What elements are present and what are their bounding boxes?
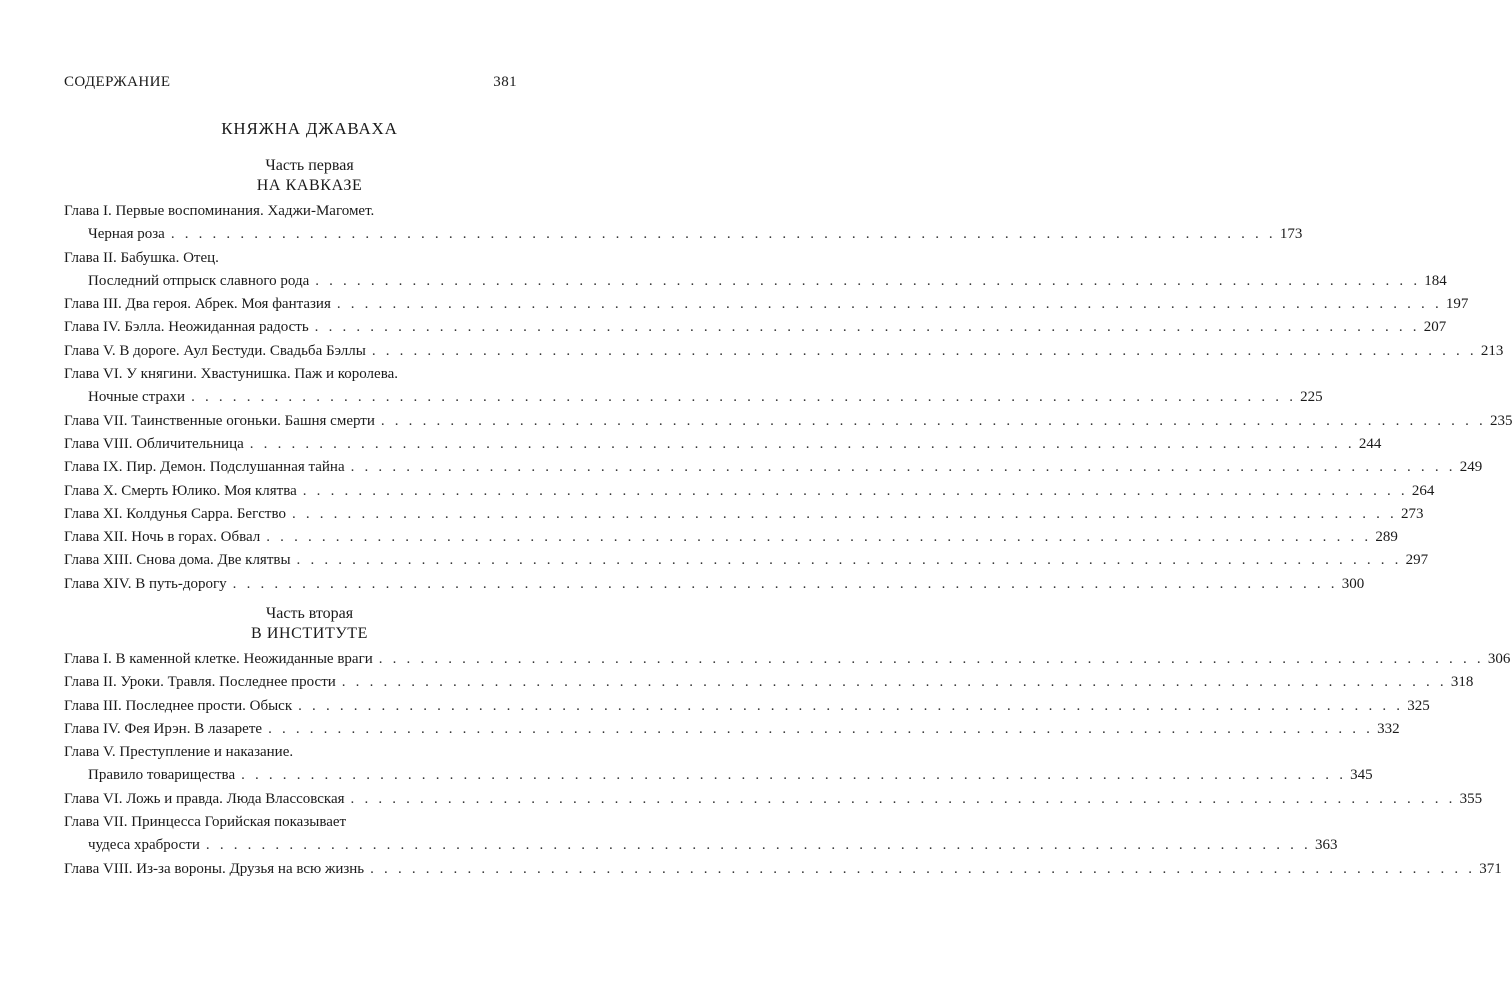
chapter-title: Глава XII. Ночь в горах. Обвал [64,529,261,546]
toc-entry [64,526,1398,549]
toc-entry-line [64,788,1483,811]
toc-entry-line [64,433,1382,456]
chapter-title: Глава V. Преступление и наказание. [64,744,294,761]
part-heading-1 [0,156,619,196]
dot-leader: . . . . . . . . . . . . . . . . . . . . . . . . . . . . . . . . . . . . . . . . . . . . . . . . . . . . . . . . . . . . . . . . . . . . . . . . . . . . . . . . [268,720,1374,737]
toc-entry-line [64,410,1512,433]
dot-leader: . . . . . . . . . . . . . . . . . . . . . . . . . . . . . . . . . . . . . . . . . . . . . . . . . . . . . . . . . . . . . . . . . . . . . . . . . . . . . . . . [341,674,1447,691]
chapter-page-number: 306 [1487,651,1511,667]
chapter-title: Глава III. Два героя. Абрек. Моя фантазия [64,296,331,313]
dot-leader: . . . . . . . . . . . . . . . . . . . . . . . . . . . . . . . . . . . . . . . . . . . . . . . . . . . . . . . . . . . . . . . . . . . . . . . . . . . . . . . . [249,435,1355,452]
toc-entry-line [64,247,517,270]
part-label: Часть первая [265,157,354,174]
toc-entry-line [64,648,1511,671]
chapter-title: Глава VII. Таинственные огоньки. Башня смерти [64,412,375,429]
chapter-title: Глава II. Бабушка. Отец. [64,249,219,266]
dot-leader: . . . . . . . . . . . . . . . . . . . . . . . . . . . . . . . . . . . . . . . . . . . . . . . . . . . . . . . . . . . . . . . . . . . . . . . . . . . . . . . . [378,651,1484,667]
chapter-title: Глава V. В дороге. Аул Бестуди. Свадьба Бэллы [64,342,366,359]
chapter-page-number: 213 [1480,342,1504,359]
toc-entry-line [64,573,1365,596]
chapter-title: Глава I. В каменной клетке. Неожиданные враги [64,651,373,667]
part-label: Часть вторая [265,605,354,622]
toc-entry [64,811,1338,858]
chapter-page-number: 225 [1300,389,1323,406]
toc-entry [64,363,1323,410]
toc-entry-line [64,386,1323,409]
chapter-page-number: 289 [1375,529,1398,546]
dot-leader: . . . . . . . . . . . . . . . . . . . . . . . . . . . . . . . . . . . . . . . . . . . . . . . . . . . . . . . . . . . . . . . . . . . . . . . . . . . . . . . . [298,697,1404,714]
toc-entry [64,340,1504,363]
dot-leader: . . . . . . . . . . . . . . . . . . . . . . . . . . . . . . . . . . . . . . . . . . . . . . . . . . . . . . . . . . . . . . . . . . . . . . . . . . . . . . . . [291,505,1398,522]
part-name: НА КАВКАЗЕ [256,177,363,194]
toc-entry [64,788,1483,811]
chapter-page-number: 173 [1279,226,1303,243]
toc-entry-line [64,741,517,764]
chapter-title: Правило товарищества [88,767,236,784]
chapter-page-number: 355 [1459,790,1483,807]
dot-leader: . . . . . . . . . . . . . . . . . . . . . . . . . . . . . . . . . . . . . . . . . . . . . . . . . . . . . . . . . . . . . . . . . . . . . . . . . . . . . . . . [302,482,1408,499]
chapter-title: Глава XI. Колдунья Сарра. Бегство [64,505,286,522]
chapter-title: Глава VIII. Из-за вороны. Друзья на всю жизнь [64,860,365,877]
part-name: В ИНСТИТУТЕ [250,625,369,642]
toc-list-part-1 [64,200,1512,596]
chapter-title: Последний отпрыск славного рода [88,272,310,289]
page-number: 381 [493,74,517,90]
chapter-page-number: 184 [1424,272,1447,289]
toc-entry [64,247,1447,294]
toc-entry [64,200,1303,247]
chapter-page-number: 325 [1407,697,1430,714]
book-title: КНЯЖНА ДЖАВАХА [221,119,398,138]
chapter-page-number: 318 [1450,674,1474,691]
dot-leader: . . . . . . . . . . . . . . . . . . . . . . . . . . . . . . . . . . . . . . . . . . . . . . . . . . . . . . . . . . . . . . . . . . . . . . . . . . . . . . . . [191,389,1297,406]
chapter-page-number: 300 [1341,575,1365,592]
dot-leader: . . . . . . . . . . . . . . . . . . . . . . . . . . . . . . . . . . . . . . . . . . . . . . . . . . . . . . . . . . . . . . . . . . . . . . . . . . . . . . . . [170,226,1276,243]
chapter-title: Глава XIV. В путь-дорогу [64,575,227,592]
toc-entry [64,549,1429,572]
dot-leader: . . . . . . . . . . . . . . . . . . . . . . . . . . . . . . . . . . . . . . . . . . . . . . . . . . . . . . . . . . . . . . . . . . . . . . . . . . . . . . . . [232,575,1338,592]
toc-entry [64,433,1382,456]
toc-entry [64,573,1365,596]
chapter-title: Глава XIII. Снова дома. Две клятвы [64,552,291,569]
toc-entry-line [64,858,1502,881]
toc-entry [64,718,1400,741]
toc-entry-line [64,270,1447,293]
chapter-page-number: 249 [1459,459,1483,476]
section-title: СОДЕРЖАНИЕ [64,74,171,90]
toc-entry-line [64,718,1400,741]
dot-leader: . . . . . . . . . . . . . . . . . . . . . . . . . . . . . . . . . . . . . . . . . . . . . . . . . . . . . . . . . . . . . . . . . . . . . . . . . . . . . . . . [350,459,1456,476]
toc-entry-line [64,549,1429,572]
chapter-title: Черная роза [88,226,165,243]
chapter-title: чудеса храбрости [88,837,200,854]
toc-entry-line [64,503,1424,526]
toc-entry-line [64,834,1338,857]
toc-entry [64,480,1435,503]
chapter-page-number: 371 [1479,860,1502,877]
chapter-title: Глава IV. Фея Ирэн. В лазарете [64,720,263,737]
dot-leader: . . . . . . . . . . . . . . . . . . . . . . . . . . . . . . . . . . . . . . . . . . . . . . . . . . . . . . . . . . . . . . . . . . . . . . . . . . . . . . . . [205,837,1311,854]
toc-entry [64,671,1474,694]
dot-leader: . . . . . . . . . . . . . . . . . . . . . . . . . . . . . . . . . . . . . . . . . . . . . . . . . . . . . . . . . . . . . . . . . . . . . . . . . . . . . . . . [296,552,1402,569]
dot-leader: . . . . . . . . . . . . . . . . . . . . . . . . . . . . . . . . . . . . . . . . . . . . . . . . . . . . . . . . . . . . . . . . . . . . . . . . . . . . . . . . [350,790,1456,807]
dot-leader: . . . . . . . . . . . . . . . . . . . . . . . . . . . . . . . . . . . . . . . . . . . . . . . . . . . . . . . . . . . . . . . . . . . . . . . . . . . . . . . . [336,296,1442,313]
chapter-title: Глава VIII. Обличительница [64,435,244,452]
chapter-title: Глава III. Последнее прости. Обыск [64,697,293,714]
chapter-title: Глава VI. Ложь и правда. Люда Влассовская [64,790,345,807]
toc-entry [64,503,1424,526]
chapter-page-number: 244 [1358,435,1382,452]
chapter-title: Глава I. Первые воспоминания. Хаджи-Магомет. [64,203,375,219]
dot-leader: . . . . . . . . . . . . . . . . . . . . . . . . . . . . . . . . . . . . . . . . . . . . . . . . . . . . . . . . . . . . . . . . . . . . . . . . . . . . . . . . [371,342,1477,359]
toc-entry [64,293,1469,316]
toc-entry-line [64,456,1483,479]
toc-list-part-2 [64,648,1511,881]
chapter-page-number: 235 [1489,412,1512,429]
toc-entry [64,410,1512,433]
chapter-title: Глава X. Смерть Юлико. Моя клятва [64,482,297,499]
chapter-title: Глава II. Уроки. Травля. Последнее прости [64,674,336,691]
toc-entry-line [64,293,1469,316]
toc-entry [64,316,1447,339]
chapter-page-number: 273 [1401,505,1424,522]
toc-entry-line [64,811,517,834]
toc-entry-line [64,526,1398,549]
toc-entry [64,741,1373,788]
toc-entry-line [64,340,1504,363]
chapter-page-number: 197 [1445,296,1469,313]
toc-entry-line [64,671,1474,694]
dot-leader: . . . . . . . . . . . . . . . . . . . . . . . . . . . . . . . . . . . . . . . . . . . . . . . . . . . . . . . . . . . . . . . . . . . . . . . . . . . . . . . . [314,319,1420,336]
dot-leader: . . . . . . . . . . . . . . . . . . . . . . . . . . . . . . . . . . . . . . . . . . . . . . . . . . . . . . . . . . . . . . . . . . . . . . . . . . . . . . . . [380,412,1486,429]
chapter-page-number: 207 [1423,319,1447,336]
dot-leader: . . . . . . . . . . . . . . . . . . . . . . . . . . . . . . . . . . . . . . . . . . . . . . . . . . . . . . . . . . . . . . . . . . . . . . . . . . . . . . . . [315,272,1421,289]
toc-entry-line [64,363,517,386]
toc-entry [64,695,1430,718]
chapter-title: Глава VI. У княгини. Хвастунишка. Паж и королева. [64,366,398,383]
chapter-title: Ночные страхи [88,389,186,406]
toc-entry-line [64,223,1303,246]
toc-entry [64,456,1483,479]
chapter-page-number: 297 [1405,552,1429,569]
part-heading-2 [0,604,619,644]
toc-entry-line [64,316,1447,339]
chapter-title: Глава IV. Бэлла. Неожиданная радость [64,319,309,336]
toc-entry-line [64,200,517,223]
toc-entry-line [64,695,1430,718]
toc-entry-line [64,764,1373,787]
chapter-title: Глава IX. Пир. Демон. Подслушанная тайна [64,459,345,476]
dot-leader: . . . . . . . . . . . . . . . . . . . . . . . . . . . . . . . . . . . . . . . . . . . . . . . . . . . . . . . . . . . . . . . . . . . . . . . . . . . . . . . . [266,529,1372,546]
toc-entry [64,858,1502,881]
dot-leader: . . . . . . . . . . . . . . . . . . . . . . . . . . . . . . . . . . . . . . . . . . . . . . . . . . . . . . . . . . . . . . . . . . . . . . . . . . . . . . . . [241,767,1347,784]
chapter-page-number: 363 [1314,837,1338,854]
toc-entry [64,648,1511,671]
chapter-title: Глава VII. Принцесса Горийская показывает [64,814,347,831]
chapter-page-number: 345 [1350,767,1373,784]
chapter-page-number: 264 [1411,482,1435,499]
toc-entry-line [64,480,1435,503]
dot-leader: . . . . . . . . . . . . . . . . . . . . . . . . . . . . . . . . . . . . . . . . . . . . . . . . . . . . . . . . . . . . . . . . . . . . . . . . . . . . . . . . [370,860,1476,877]
chapter-page-number: 332 [1377,720,1400,737]
